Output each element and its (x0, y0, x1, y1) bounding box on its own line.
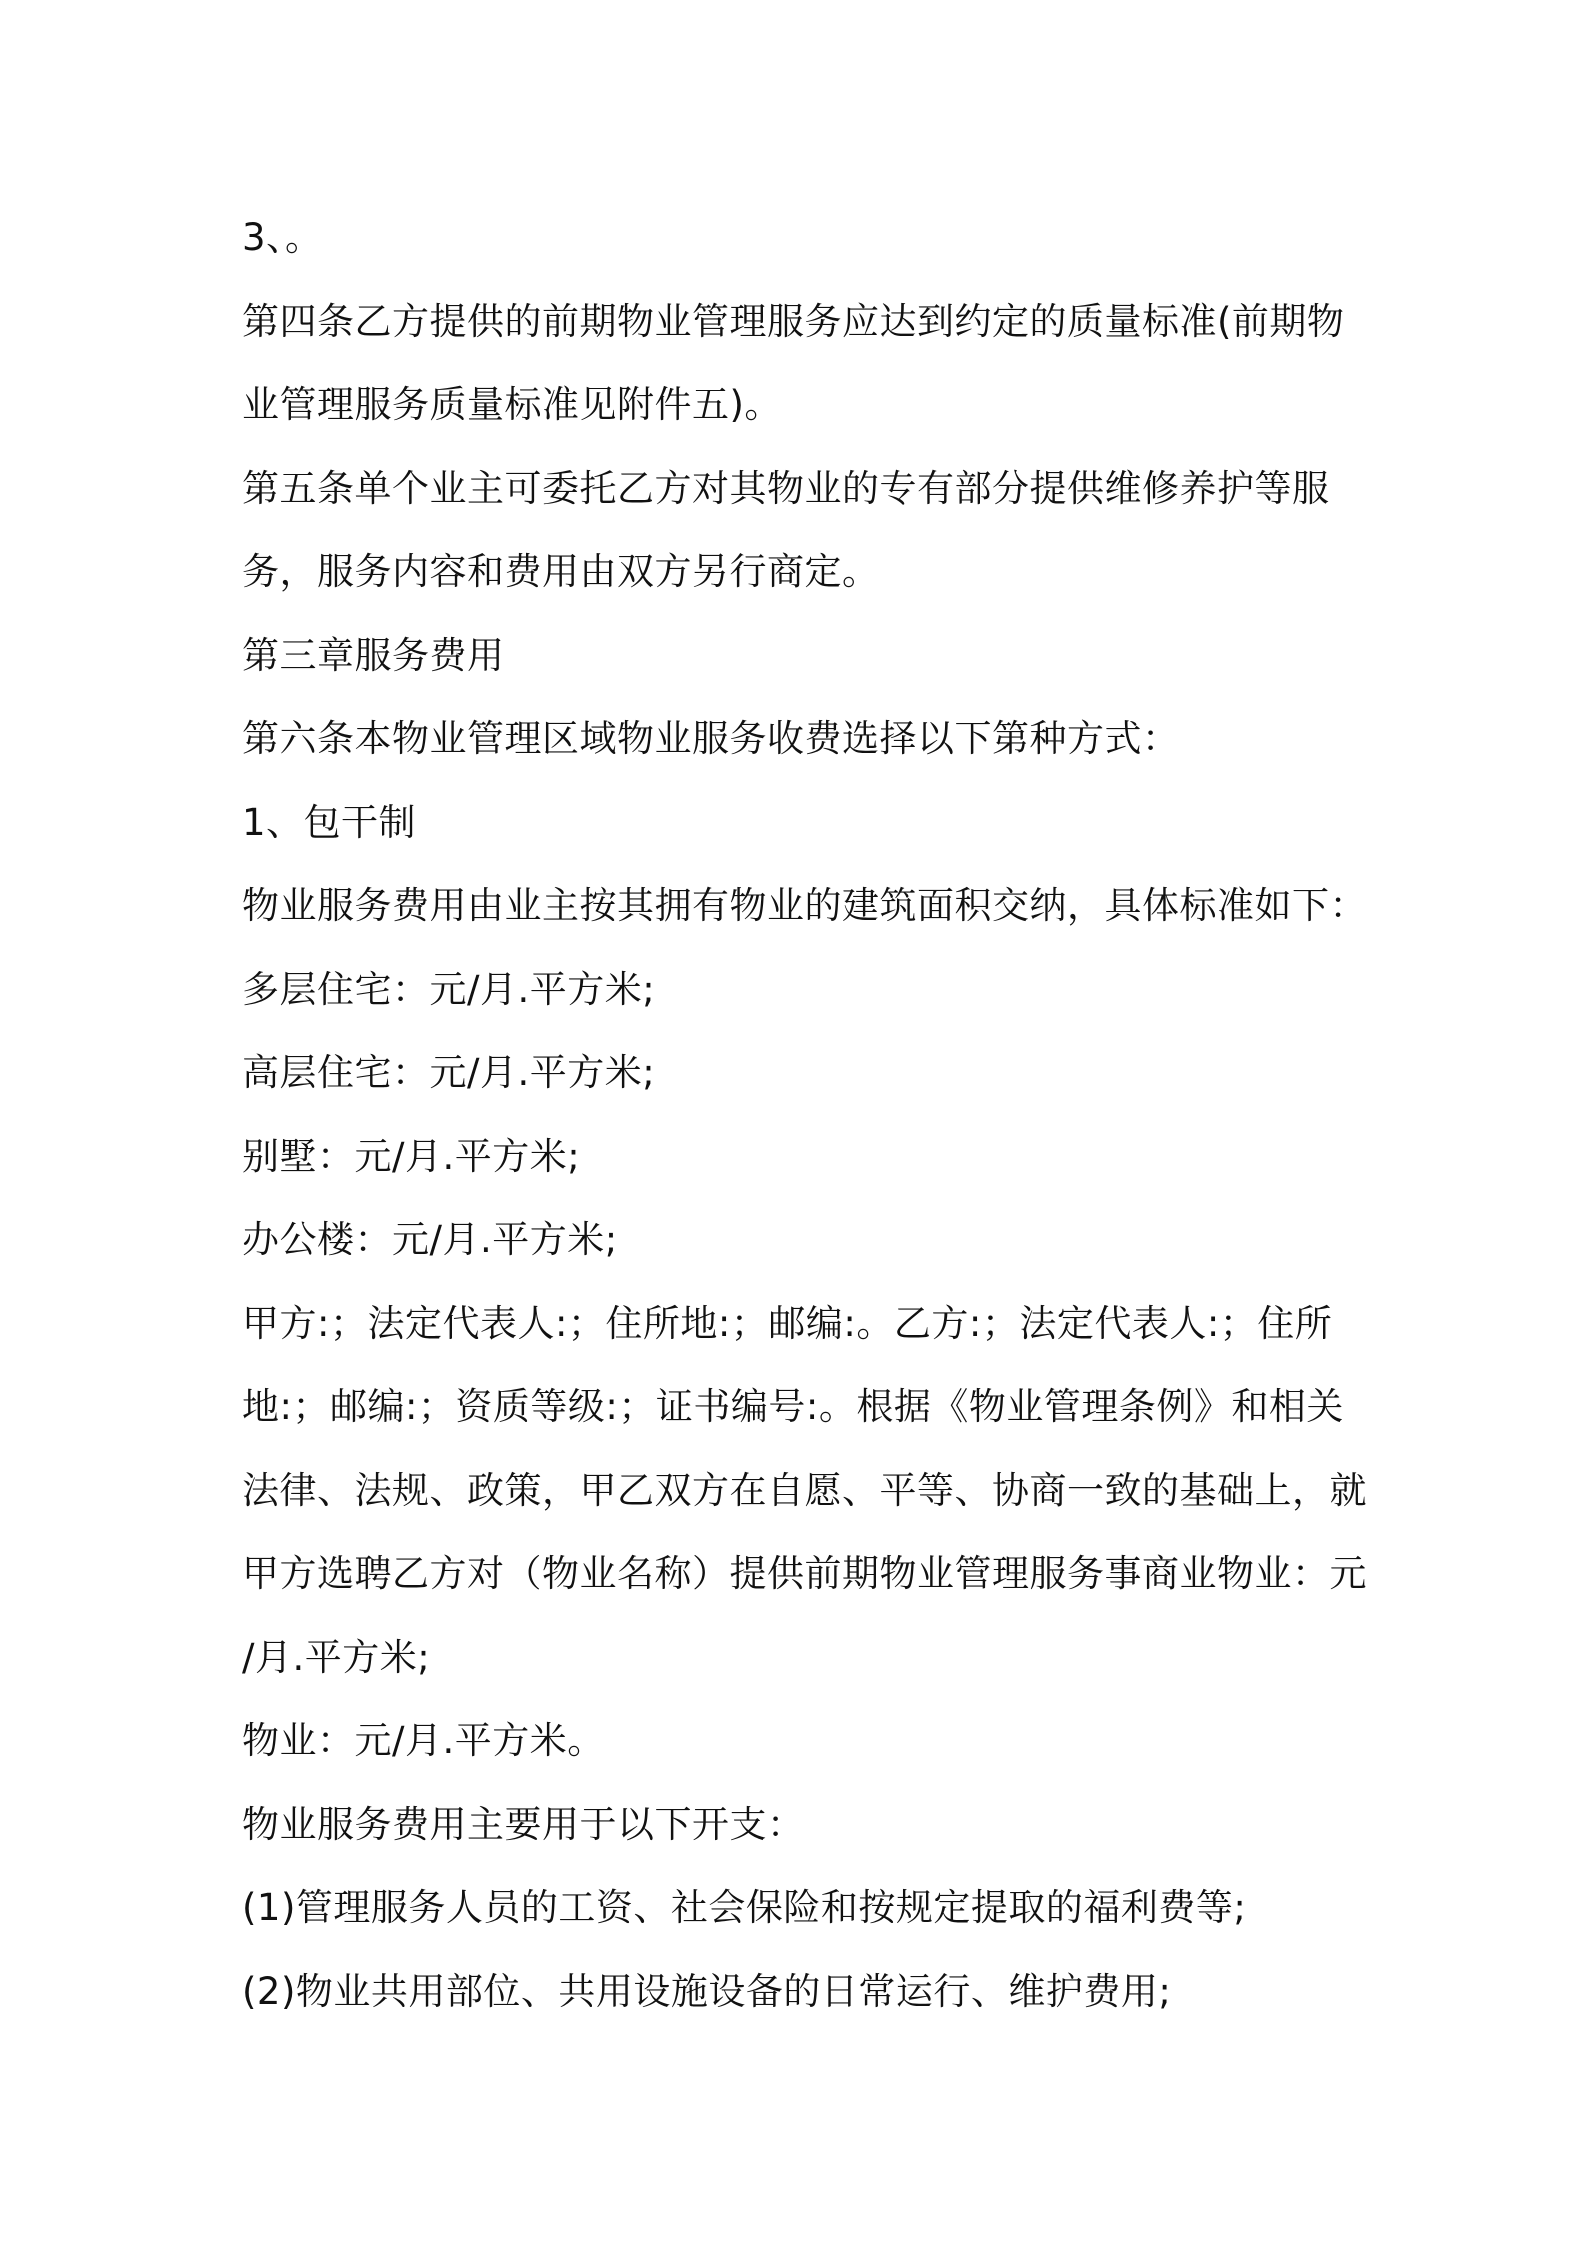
text-line: 1、包干制 (242, 800, 417, 844)
text-line: 办公楼：元/月.平方米; (242, 1218, 618, 1261)
text-line: 务，服务内容和费用由双方另行商定。 (242, 550, 880, 593)
text-line: 别墅：元/月.平方米; (242, 1134, 581, 1178)
text-line: 多层住宅：元/月.平方米; (242, 967, 656, 1011)
text-line: 第五条单个业主可委托乙方对其物业的专有部分提供维修养护等服 (242, 466, 1330, 510)
text-line: 物业：元/月.平方米。 (242, 1719, 605, 1762)
text-line: 甲方选聘乙方对（物业名称）提供前期物业管理服务事商业物业：元 (242, 1552, 1367, 1595)
text-line: /月.平方米; (242, 1635, 431, 1679)
text-line: (1)管理服务人员的工资、社会保险和按规定提取的福利费等; (242, 1886, 1247, 1929)
text-line: 地:；邮编:；资质等级:；证书编号:。根据《物业管理条例》和相关 (242, 1385, 1344, 1428)
text-line: 第六条本物业管理区域物业服务收费选择以下第种方式： (242, 717, 1180, 760)
text-line: 物业服务费用主要用于以下开支： (242, 1802, 805, 1846)
text-line: 第四条乙方提供的前期物业管理服务应达到约定的质量标准(前期物 (242, 299, 1345, 343)
text-line: 甲方:；法定代表人:；住所地:；邮编:。乙方:；法定代表人:；住所 (242, 1301, 1333, 1345)
chapter-heading: 第三章服务费用 (242, 633, 505, 677)
text-line: 3、。 (242, 216, 323, 259)
text-line: 业管理服务质量标准见附件五)。 (242, 383, 782, 426)
text-line: 物业服务费用由业主按其拥有物业的建筑面积交纳，具体标准如下： (242, 884, 1367, 927)
text-line: 高层住宅：元/月.平方米; (242, 1051, 656, 1094)
text-line: 法律、法规、政策，甲乙双方在自愿、平等、协商一致的基础上，就 (242, 1468, 1367, 1512)
document-body (242, 196, 1367, 2033)
text-line: (2)物业共用部位、共用设施设备的日常运行、维护费用; (242, 1969, 1172, 2013)
